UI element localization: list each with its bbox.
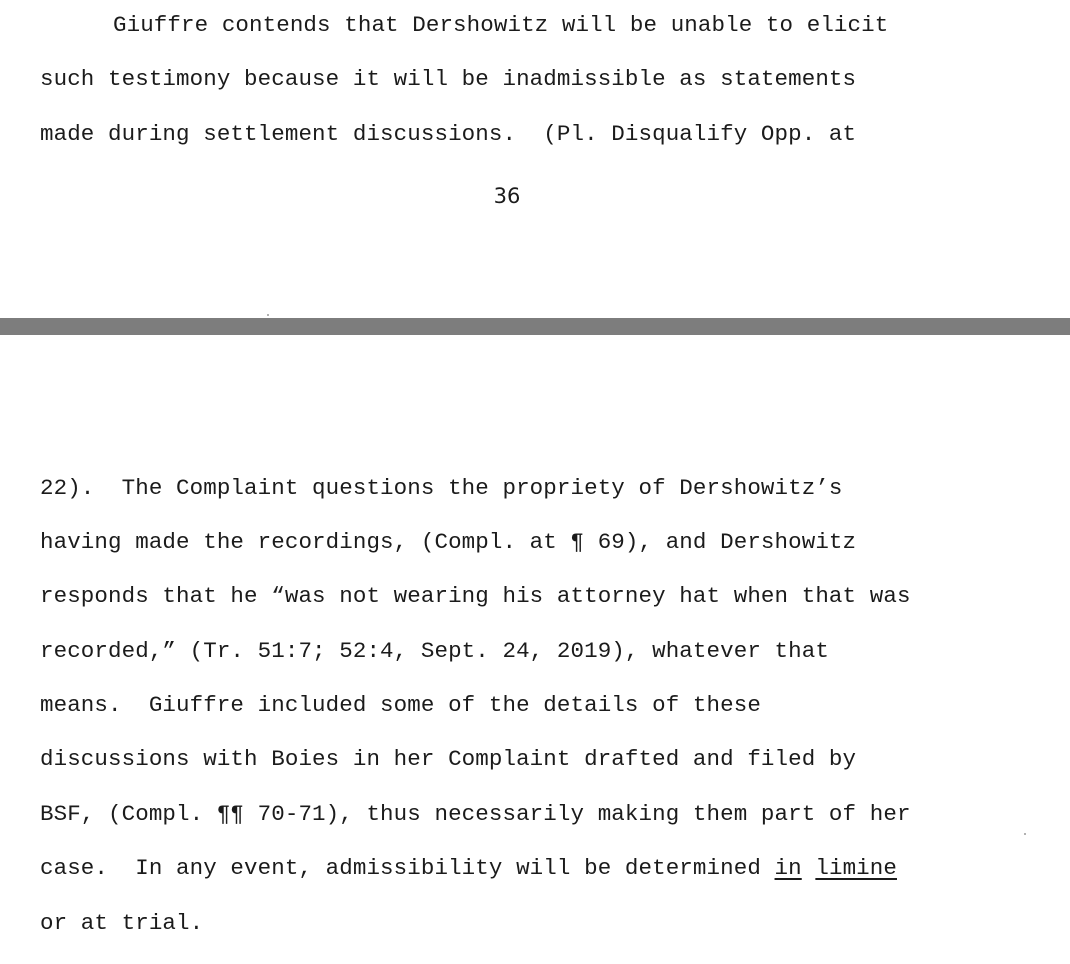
text-line: recorded,” (Tr. 51:7; 52:4, Sept. 24, 2019), whatever that (40, 638, 829, 664)
underlined-phrase-limine: limine (815, 855, 897, 881)
text-line: responds that he “was not wearing his attorney hat when that was (40, 583, 911, 609)
text-line: such testimony because it will be inadmissible as statements (40, 66, 857, 92)
scan-speck (267, 314, 269, 316)
text-line: having made the recordings, (Compl. at ¶ 69), and Dershowitz (40, 529, 857, 555)
page-number: 36 (493, 184, 521, 208)
page-37-top-section (0, 335, 1070, 964)
page-36-bottom-section (0, 0, 1070, 318)
text-line: means. Giuffre included some of the details of these (40, 692, 761, 718)
text-line: 22). The Complaint questions the propriety of Dershowitz’s (40, 475, 843, 501)
text-line: or at trial. (40, 910, 204, 936)
text-line: discussions with Boies in her Complaint drafted and filed by (40, 746, 857, 772)
text-segment: case. In any event, admissibility will be determined (40, 855, 775, 881)
scan-speck (1024, 833, 1026, 835)
text-line: made during settlement discussions. (Pl. Disqualify Opp. at (40, 121, 857, 147)
text-line: Giuffre contends that Dershowitz will be unable to elicit (113, 12, 889, 38)
text-line: BSF, (Compl. ¶¶ 70-71), thus necessarily making them part of her (40, 801, 911, 827)
page-break-divider (0, 318, 1070, 335)
text-line (40, 854, 897, 882)
underlined-phrase-in: in (774, 855, 802, 881)
